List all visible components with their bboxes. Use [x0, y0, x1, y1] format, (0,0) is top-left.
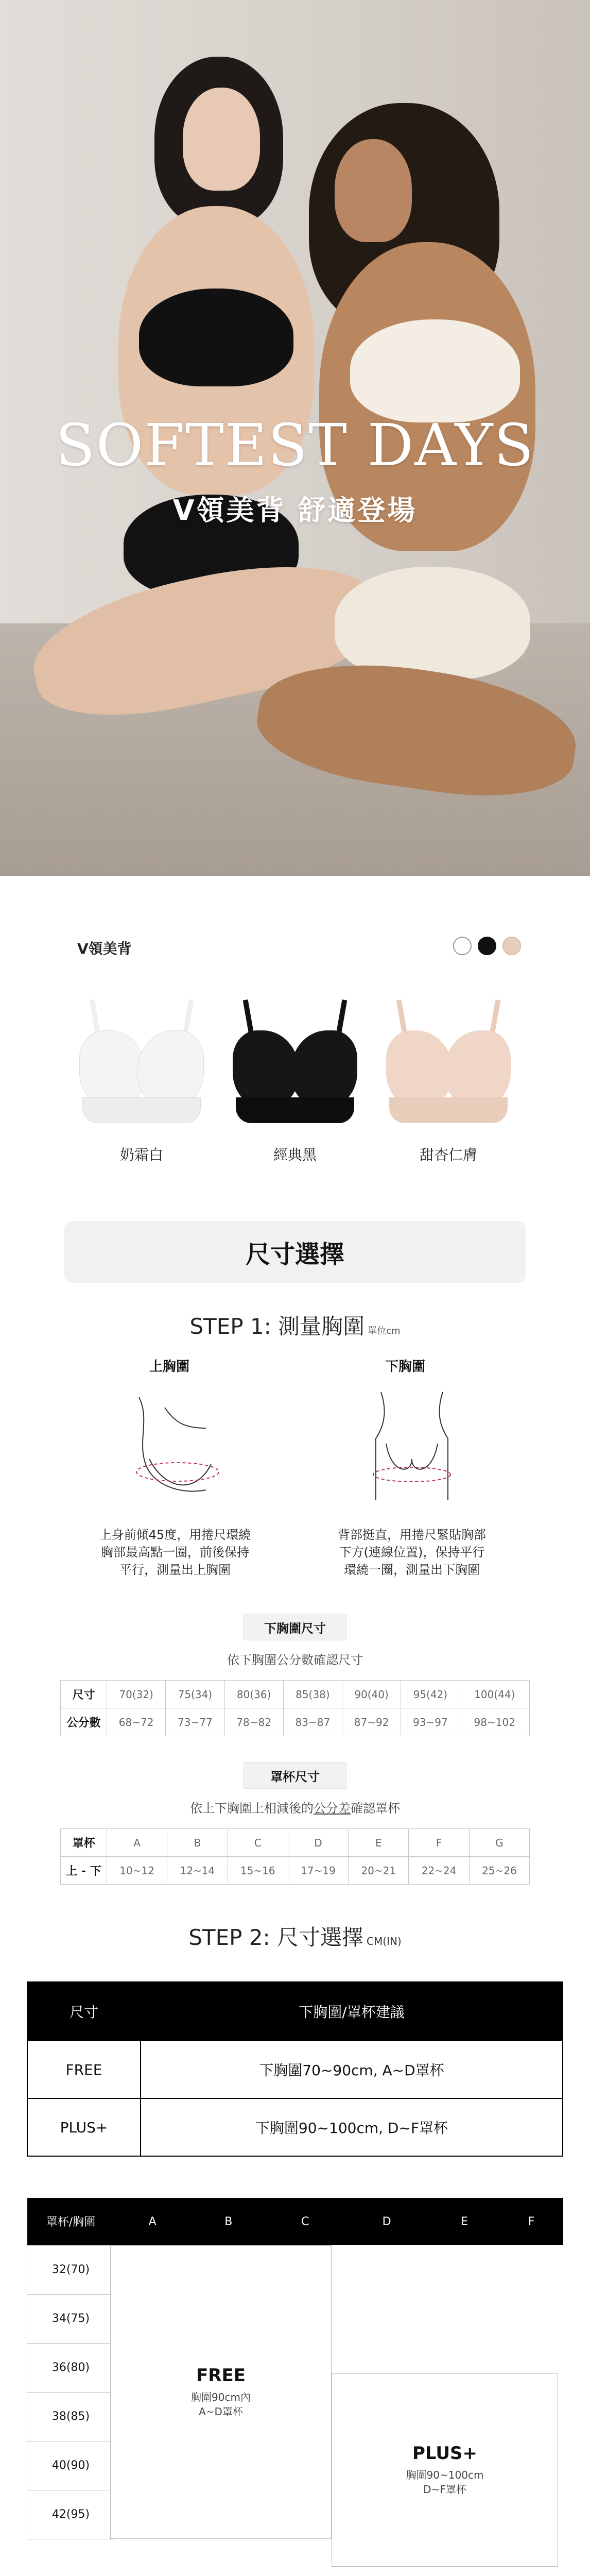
matrix-cup: E [429, 2198, 499, 2245]
table-cell: 100(44) [460, 1681, 530, 1708]
step1-title [0, 1310, 590, 1341]
bra-nude-image [384, 999, 513, 1133]
swatch-nude[interactable] [502, 937, 521, 955]
color-name-black: 經典黑 [273, 1146, 317, 1163]
plus-zone-sub1: 胸圍90~100cm [406, 2469, 484, 2481]
matrix-band: 36(80) [27, 2343, 115, 2392]
hero-subtitle: V領美背 舒適登場 [172, 494, 418, 527]
free-zone-sub1: 胸圍90cm內 [191, 2391, 251, 2403]
matrix-band: 32(70) [27, 2245, 115, 2294]
free-zone-sub2: A~D罩杯 [199, 2405, 243, 2418]
model-left-face [183, 88, 260, 191]
rec-advice-plus: 下胸圍90~100cm, D~F罩杯 [141, 2098, 563, 2156]
cup-size-table [60, 1828, 530, 1885]
under-bust-table [60, 1680, 530, 1736]
free-zone-title: FREE [196, 2365, 246, 2386]
recommend-table [27, 1981, 563, 2157]
color-name-white: 奶霜白 [119, 1146, 163, 1163]
table-cell: C [228, 1829, 288, 1857]
step1-unit: 單位cm [368, 1326, 401, 1336]
table-row-head: 尺寸 [61, 1681, 107, 1708]
hero-banner [0, 0, 590, 876]
table-cell: E [349, 1829, 409, 1857]
table-cell: 22~24 [409, 1857, 469, 1885]
free-zone [110, 2245, 332, 2539]
header-advice: 下胸圍/罩杯建議 [141, 1982, 563, 2041]
matrix-cup: C [267, 2198, 344, 2245]
table-cell: 95(42) [401, 1681, 460, 1708]
table-cell: 87~92 [342, 1708, 401, 1736]
table-row [27, 2098, 563, 2156]
upper-bust-description: 上身前傾45度，用捲尺環繞胸部最高點一圈，前後保持平行，測量出上胸圍 [99, 1528, 251, 1577]
cup-size-label: 罩杯尺寸 [244, 1762, 346, 1789]
table-header-row [27, 1982, 563, 2041]
lower-bust-label: 下胸圍 [385, 1359, 426, 1375]
table-cell: B [167, 1829, 228, 1857]
matrix-cup: D [344, 2198, 429, 2245]
table-cell: 78~82 [224, 1708, 283, 1736]
product-label: V領美背 [77, 940, 132, 957]
upper-bust-figure-icon [118, 1387, 232, 1511]
table-cell: 12~14 [167, 1857, 228, 1885]
cup-matrix [0, 2198, 590, 2539]
matrix-band: 42(95) [27, 2490, 115, 2539]
table-row-head: 罩杯 [61, 1829, 107, 1857]
under-bust-label: 下胸圍尺寸 [244, 1614, 346, 1640]
table-cell: 98~102 [460, 1708, 530, 1736]
table-cell: 20~21 [349, 1857, 409, 1885]
table-cell: 75(34) [166, 1681, 224, 1708]
under-bust-note: 依下胸圍公分數確認尺寸 [227, 1653, 363, 1667]
table-cell: G [469, 1829, 529, 1857]
model-right-face [335, 139, 412, 242]
table-cell: 17~19 [288, 1857, 348, 1885]
table-row [61, 1708, 530, 1736]
color-section [0, 876, 590, 1195]
table-cell: 85(38) [283, 1681, 342, 1708]
matrix-band: 38(85) [27, 2392, 115, 2441]
cup-note-emphasis: 公分差 [314, 1801, 351, 1816]
plus-zone [332, 2373, 558, 2567]
bra-black-image [231, 999, 359, 1133]
matrix-band: 34(75) [27, 2294, 115, 2343]
table-cell: 25~26 [469, 1857, 529, 1885]
lower-bust-figure-icon [355, 1387, 468, 1511]
table-cell: 70(32) [107, 1681, 166, 1708]
table-row [61, 1681, 530, 1708]
rec-size-free: FREE [27, 2041, 141, 2098]
table-cell: D [288, 1829, 348, 1857]
matrix-cup: A [115, 2198, 190, 2245]
table-row [27, 2041, 563, 2098]
cup-note-text-end: 確認罩杯 [351, 1801, 400, 1816]
size-title: 尺寸選擇 [64, 1221, 526, 1283]
swatch-black[interactable] [478, 937, 496, 955]
matrix-cup: F [499, 2198, 563, 2245]
table-row [61, 1829, 530, 1857]
model-right-white-brief [335, 567, 530, 680]
swatch-white[interactable] [453, 937, 472, 955]
table-row [61, 1857, 530, 1885]
plus-zone-sub2: D~F罩杯 [423, 2483, 466, 2496]
table-cell: 73~77 [166, 1708, 224, 1736]
table-cell: A [107, 1829, 167, 1857]
lower-bust-description: 背部挺直，用捲尺緊貼胸部下方(連線位置)，保持平行環繞一圈，測量出下胸圍 [338, 1528, 486, 1577]
model-right-white-bra [350, 319, 520, 422]
table-row-head: 公分數 [61, 1708, 107, 1736]
table-cell: 80(36) [224, 1681, 283, 1708]
rec-advice-free: 下胸圍70~90cm, A~D罩杯 [141, 2041, 563, 2098]
model-left-black-bra [139, 289, 293, 386]
table-cell: 90(40) [342, 1681, 401, 1708]
hero-title: SOFTEST DAYS [55, 412, 535, 479]
plus-zone-title: PLUS+ [412, 2443, 477, 2464]
step2-unit: CM(IN) [367, 1935, 402, 1947]
measure-diagrams [0, 1341, 590, 1608]
color-name-nude: 甜杏仁膚 [419, 1146, 477, 1163]
matrix-corner: 罩杯/胸圍 [27, 2198, 115, 2245]
table-cell: F [409, 1829, 469, 1857]
step1-label: STEP 1: 測量胸圍 [189, 1314, 365, 1339]
table-cell: 10~12 [107, 1857, 167, 1885]
header-size: 尺寸 [27, 1982, 141, 2041]
table-cell: 15~16 [228, 1857, 288, 1885]
step2-label: STEP 2: 尺寸選擇 [188, 1925, 364, 1950]
matrix-band: 40(90) [27, 2441, 115, 2490]
table-row-head: 上 - 下 [61, 1857, 107, 1885]
cup-note-text: 依上下胸圍上相減後的 [190, 1801, 314, 1816]
matrix-cup: B [190, 2198, 267, 2245]
table-cell: 83~87 [283, 1708, 342, 1736]
table-cell: 68~72 [107, 1708, 166, 1736]
table-header-row [27, 2198, 564, 2245]
step2-title [0, 1921, 590, 1952]
bra-white-image [77, 999, 206, 1133]
rec-size-plus: PLUS+ [27, 2098, 141, 2156]
table-cell: 93~97 [401, 1708, 460, 1736]
cup-size-note [0, 1798, 590, 1816]
upper-bust-label: 上胸圍 [149, 1359, 190, 1375]
